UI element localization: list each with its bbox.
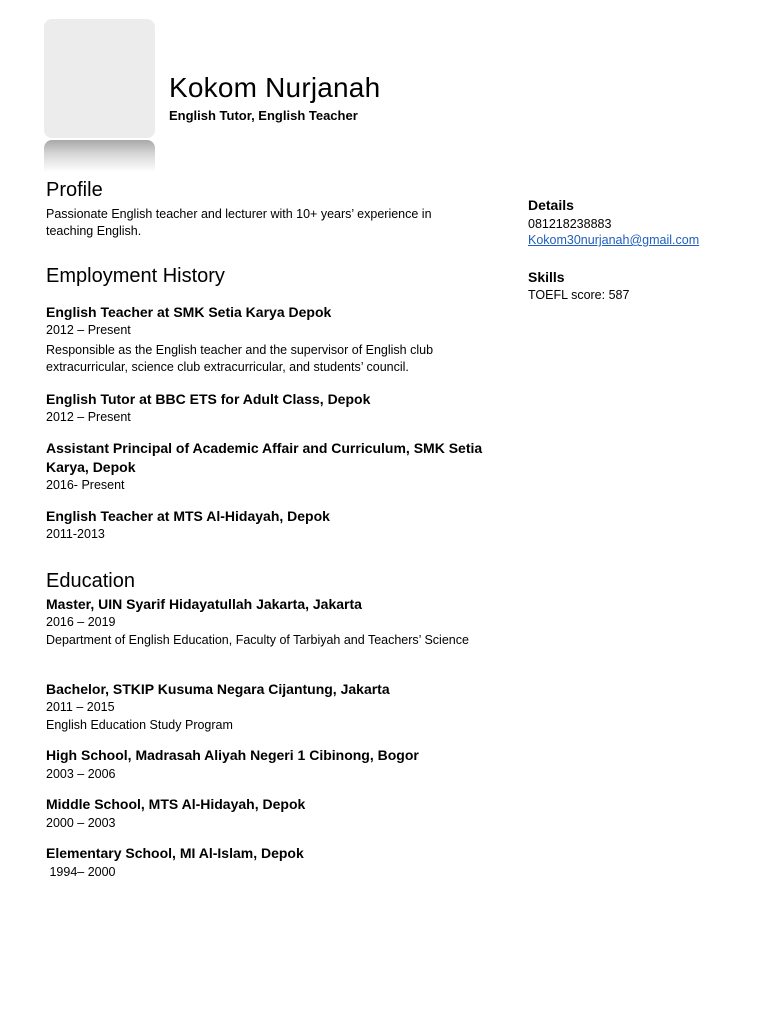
- education-dates: 2000 – 2003: [46, 816, 116, 830]
- education-title: High School, Madrasah Aliyah Negeri 1 Cibinong, Bogor: [46, 747, 419, 763]
- phone-number: 081218238883: [528, 217, 612, 231]
- job-title: Assistant Principal of Academic Affair and Curriculum, SMK Setia Karya, Depok: [46, 440, 483, 475]
- profile-photo-placeholder: [44, 19, 155, 138]
- education-title: Master, UIN Syarif Hidayatullah Jakarta, Jakarta: [46, 596, 362, 612]
- education-dates: 1994– 2000: [46, 865, 116, 879]
- job-dates: 2012 – Present: [46, 323, 131, 337]
- skill-item: TOEFL score: 587: [528, 288, 630, 302]
- education-dates: 2011 – 2015: [46, 700, 115, 714]
- education-title: Elementary School, MI Al-Islam, Depok: [46, 845, 304, 861]
- education-title: Middle School, MTS Al-Hidayah, Depok: [46, 796, 306, 812]
- job-dates: 2012 – Present: [46, 410, 131, 424]
- education-dates: 2003 – 2006: [46, 767, 116, 781]
- education-description: Department of English Education, Faculty of Tarbiyah and Teachers’ Science: [46, 633, 469, 647]
- job-dates: 2016- Present: [46, 478, 125, 492]
- resume-name: Kokom Nurjanah: [169, 72, 381, 103]
- profile-photo-reflection: [44, 140, 155, 172]
- skills-heading: Skills: [528, 269, 565, 285]
- education-heading: Education: [46, 570, 135, 592]
- profile-heading: Profile: [46, 179, 103, 201]
- job-description: Responsible as the English teacher and the supervisor of English club extracurricular, science club extracurricular, and students’ council.: [46, 343, 434, 374]
- education-description: English Education Study Program: [46, 718, 233, 732]
- employment-heading: Employment History: [46, 265, 225, 287]
- job-title: English Teacher at SMK Setia Karya Depok: [46, 304, 332, 320]
- job-dates: 2011-2013: [46, 527, 105, 541]
- resume-subtitle: English Tutor, English Teacher: [169, 108, 358, 123]
- education-title: Bachelor, STKIP Kusuma Negara Cijantung, Jakarta: [46, 681, 390, 697]
- education-dates: 2016 – 2019: [46, 615, 116, 629]
- job-title: English Teacher at MTS Al-Hidayah, Depok: [46, 508, 330, 524]
- email-link[interactable]: Kokom30nurjanah@gmail.com: [528, 233, 700, 247]
- job-title: English Tutor at BBC ETS for Adult Class, Depok: [46, 391, 371, 407]
- profile-text: Passionate English teacher and lecturer with 10+ years’ experience in teaching English.: [46, 207, 432, 238]
- details-heading: Details: [528, 197, 574, 213]
